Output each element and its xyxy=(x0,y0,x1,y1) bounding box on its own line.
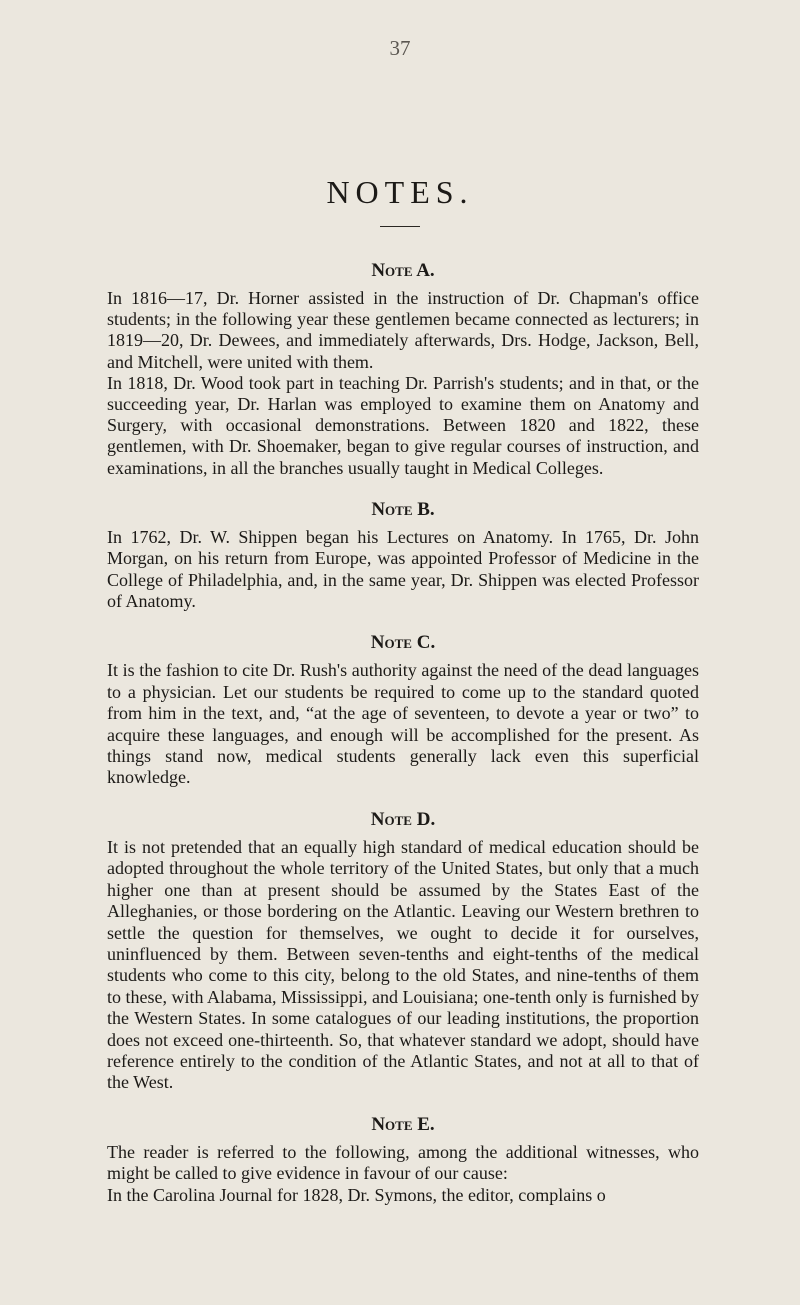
note-heading: Note C. xyxy=(370,632,436,654)
title-rule xyxy=(380,226,420,227)
note-c xyxy=(107,630,699,788)
note-paragraph: It is the fashion to cite Dr. Rush's authority against the need of the dead languages to a physician. Let our students be required to come up to the standard quoted from him in the text, and, “at the age of seventeen, to devote a year or two” to acquire these languages, and enough will be accomplished for the present. As things stand now, medical students generally lack even this superficial knowledge. xyxy=(107,660,699,788)
note-paragraph: In 1816—17, Dr. Horner assisted in the instruction of Dr. Chapman's office students; in the following year these gentlemen became connected as lecturers; in 1819—20, Dr. Dewees, and immediately afterwards, Drs. Hodge, Jackson, Bell, and Mitchell, were united with them. xyxy=(107,288,699,372)
note-e xyxy=(107,1112,699,1206)
note-paragraph: In the Carolina Journal for 1828, Dr. Symons, the editor, complains o xyxy=(107,1184,606,1205)
page-title: NOTES. xyxy=(326,174,474,210)
note-paragraph: The reader is referred to the following, among the additional witnesses, who might be called to give evidence in favour of our cause: xyxy=(107,1141,699,1184)
note-heading: Note B. xyxy=(371,498,435,520)
notes-section xyxy=(107,258,699,1224)
note-paragraph: In 1818, Dr. Wood took part in teaching Dr. Parrish's students; and in that, or the succeeding year, Dr. Harlan was employed to examine them on Anatomy and Surgery, with occasional demonstrations. Between 1820 and 1822, these gentlemen, with Dr. Shoemaker, began to give regular courses of instruction, and examinations, in all the branches usually taught in Medical Colleges. xyxy=(107,372,699,478)
note-d xyxy=(107,807,699,1094)
note-b xyxy=(107,497,699,613)
note-paragraph: It is not pretended that an equally high standard of medical education should be adopted throughout the whole territory of the United States, but only that a much higher one than at present should be assumed by the States East of the Alleghanies, or those bordering on the Atlantic. Leaving our Western brethren to settle the question for themselves, we ought to decide it for ourselves, uninfluenced by them. Between seven-tenths and eight-tenths of the medical students who come to this city, belong to the old States, and nine-tenths of them to these, with Alabama, Mississippi, and Louisiana; one-tenth only is furnished by the Western States. In some catalogues of our leading institutions, the proportion does not exceed one-thirteenth. So, that whatever standard we adopt, should have reference entirely to the condition of the Atlantic States, and not at all to that of the West. xyxy=(107,836,699,1093)
note-heading: Note D. xyxy=(370,808,436,830)
note-heading: Note A. xyxy=(371,260,435,281)
note-heading: Note E. xyxy=(371,1113,435,1135)
note-paragraph: In 1762, Dr. W. Shippen began his Lectures on Anatomy. In 1765, Dr. John Morgan, on his return from Europe, was appointed Professor of Medicine in the College of Philadelphia, and, in the same year, Dr. Shippen was elected Professor of Anatomy. xyxy=(107,526,699,612)
note-a xyxy=(107,258,699,479)
page-number: 37 xyxy=(389,36,411,60)
